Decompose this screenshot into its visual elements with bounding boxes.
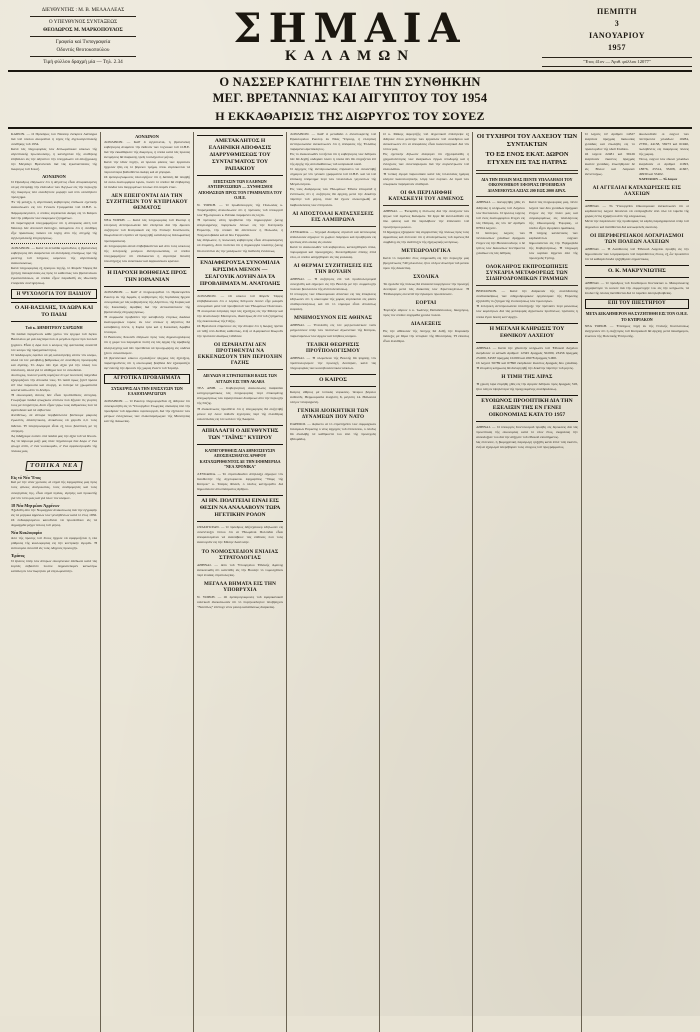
divider [383, 205, 469, 206]
imprint-line: ΔΙΕΥΘΥΝΤΗΣ : Μ. Β. ΜΕΛΑΛΛΕΑΣ [41, 6, 125, 13]
lottery-body [476, 200, 578, 261]
local-news-item-title: Εἰς τό Νέο Ἔτος [11, 474, 41, 480]
article-paragraph: Ἀκολουθοῦν οἱ λαχνοί τῶν πεντήκοντα χιλιάδων: 10284, 27391, 44158, 58273 καί 61940, πωληθέντες εἰς διαφόρους πόλεις τῆς χώρας. [638, 131, 689, 156]
column-1 [8, 132, 101, 1032]
article-paragraph: Ν. ΥΟΡΚΗ. — Οἱ ἐμπειρογνώμονες τοῦ ἀμερικανικοῦ ναυτικοῦ ἀνεκοίνωσαν ὅτι τό πυρηνοκίνητον ὑποβρύχιον "Ναυτίλος" ἐπέτυχε νέον ρεκόρ καταδύσεως διαρκείας. [197, 594, 284, 609]
stop-press-headline: ΜΕΤΑ ΔΕΚΑΗΜΕΡΟΝ ΘΑ ΣΥΖΗΤΗΘΗ ΕΙΣ ΤΟΝ Ο.Η.Ε. ΤΟ ΚΥΠΡΙΑΚΟΝ [585, 310, 689, 322]
imprint-line: Ο ΥΠΕΥΘΥΝΟΣ ΣΥΝΤΑΞΕΩΣ [48, 19, 118, 26]
article-headline [197, 257, 283, 291]
article-paragraph: Κατά τάς πληροφορίας τῶν διπλωματικῶν κύκλων τῆς αἰγυπτιακῆς πρωτευούσης, ἡ καταγγελία τῆς συνθήκης ἐπιβάλλει εἰς τήν Αἴγυπτον τήν ὑποχρέωσιν νά ἀποζημιώσῃ τήν Μεγάλην Βρεταννίαν διά τάς ἐγκαταστάσεις τῆς διώρυγος τοῦ Σουέζ. [11, 146, 98, 172]
divider [476, 170, 578, 174]
article-paragraph: ΟΥΑΣΙΓΚΤΩΝ. — Ὁ πρόεδρος Ἀϊζενχάουερ ἐδήλωσεν εἰς συνέντευξιν τύπου ὅτι αἱ Ἡνωμέναι Πολιτεῖαι εἶναι ἀποφασισμέναι νά ἀναλάβουν τάς εὐθύνας πού τούς ἀναλογοῦν εἰς τήν Μέσην Ἀνατολήν. [197, 525, 284, 545]
article-kicker: ΛΟΝΔΙΝΟΝ [42, 174, 66, 180]
article-headline-line-1: ΑΠΗΛΛΑΓΗ Ο ΔΙΕΥΘΥΝΤΗΣ ΤΩΝ "ΤΑΪΜΣ" ΚΥΠΡΟΥ [201, 427, 279, 441]
lottery-lead: ΔΙΑ ΤΗΝ ΠΟΛΙΝ ΜΑΣ ΠΕΝΤΕ ΥΠΑΛΛΗΛΟΙ ΤΟΥ ΟΙΚΟΝΟΜΙΚΟΥ ΕΦΟΡΙΑΣ ΠΡΟΕΒΗΣΑΝ ΔΙΑΝΕΜΟΥΣΑ ΑΞΙΑΣ 200 ΕΩΣ 2000 ΔΡΑΧ. [481, 176, 573, 193]
column-4 [287, 132, 380, 1032]
feature-paragraph: Δυστυχῶς, πολλοί γονεῖς νομίζουν ὅτι μέ πολυτελῆ παιχνίδια ἐξαγοράζουν τήν ἀπουσία τους. Τό παιδί ὅμως ζητεῖ πρῶτα ἀπ' ὅλα παρουσία καί στοργή, κι ὕστερα τά χρωματιστά κουτιά κάτω ἀπό τό δένδρο. [11, 372, 98, 393]
weather-headline: Ο ΚΑΙΡΟΣ [290, 374, 376, 387]
article-subhead: ΑΙ ΑΓΓΕΛΙΑΙ ΚΑΤΑΧΩΡΙΣΕΙΣ ΕΙΣ ΛΑΧΕΙΩΝ [592, 185, 682, 198]
feature-byline: Τοῦ κ. ΔΗΜΗΤΡΙΟΥ ΣΑΡΣΩΝΗ [25, 325, 83, 331]
article-paragraph: Εἰς τούς διαδρόμους τῶν Ἡνωμένων Ἐθνῶν ἐπικρατεῖ ἡ ἐντύπωσις ὅτι ἡ συζήτησις θά ἀρχίσῃ μετά τήν δεκάτην πέμπτην τοῦ μηνός, ὅταν θά ἔχουν ὁλοκληρωθῆ αἱ διαβουλεύσεις τῶν ἐπιτροπῶν. [290, 187, 377, 207]
article-subhead-line-2: ΚΑΤΑΣΚΕΥΗ ΤΟΥ ΛΙΜΕΝΟΣ [388, 196, 464, 203]
article-paragraph: Οἱ λαχνοί 22481 καί 39126 ἐκέρδισαν ἕκαστος δραχμάς ἑκατόν χιλιάδας, ἐπωλήθησαν δέ εἰς Βόλον καί Λάρισαν ἀντιστοίχως. [584, 151, 635, 177]
masthead [8, 6, 692, 72]
article-paragraph: Ο κ. Μάκης Δεμερτζῆς τοῦ Ἀγροτικοῦ ἐπέστρεψε ἐξ Ἀθηνῶν ὅπου μετέσχε τῶν ἐργασιῶν τοῦ συνεδρίου καί ἀνεκοίνωσεν ὅτι αἱ ἀποφάσεις εἶναι ἱκανοποιητικαί διά τόν τόπον μας. [383, 131, 470, 151]
article-paragraph: ΑΘΗΝΑΙ. — Κατά τήν χθεσινήν κλήρωσιν τοῦ Ἐθνικοῦ Λαχείου ἐκέρδισαν οἱ κάτωθι ἀριθμοί: 12345 δραχμάς 50.000, 23456 δραχμάς 25.000, 34567 δραχμάς 10.000 καί 45678 δραχμάς 5.000. [476, 345, 578, 360]
headline-line-2: ΜΕΓ. ΒΡΕΤΑΝΝΙΑΣ ΚΑΙ ΑΙΓΥΠΤΟΥ ΤΟΥ 1954 [212, 91, 488, 106]
newspaper-logo-subtitle: ΚΑΛΑΜΩΝ [284, 47, 416, 64]
article-paragraph: Ὁ Βασιλεύς Χουσεΐν ἐδήλωσε πρός τούς δημοσιογράφους ὅτι ἡ χώρα του παραμένει πιστή εἰς τάς ἀρχάς τῆς ἀραβικῆς ἀλληλεγγύης καί δέν προτίθεται νά προσχωρήσῃ εἰς οὐδένα ξένον συνασπισμόν. [104, 335, 191, 355]
article-paragraph: ΛΟΝΔΙΝΟΝ. — Ὁ Ρώυτερ πληροφορεῖται ἐξ Ἀθηνῶν ὅτι συνεκροτήθη εἰς τό Ὑπουργεῖον Γεωργίας σύσκεψις ὑπό τήν προεδρίαν τοῦ ἁρμοδίου ὑφυπουργοῦ, διά τήν ἐξέτασιν τῶν μέτρων ἐνισχύσεως τῶν ἐλαιοπαραγωγῶν τῆς Μεσσηνίας καί τῆς Λακωνίας. [104, 399, 191, 424]
imprint-line: Τιμή φύλλου δραχμή μία — Τηλ. 2.34 [43, 59, 123, 66]
imprint-line: Οδοντός Θεοτοκοπούλου [56, 46, 110, 53]
article-paragraph: Ἡ ἑλληνική ἀντιπροσωπεία ὑπεστήριξε τήν πρότασιν περί μειώσεως τῶν κομίστρων διά τάς μεταφοράς ἀγροτικῶν προϊόντων, πρότασις ἡ ὁποία ἔγινε δεκτή κατ' ἀρχήν. [476, 304, 578, 319]
article-paragraph: ΝΕΑ ΥΟΡΚΗ. — Ἐπίσημος πηγή ἐκ τῆς Γενικῆς Συνελεύσεως ἀνήγγειλεν ὅτι ἡ συζήτησις τοῦ Κυπριακοῦ θά ἀρχίσῃ μετά δεκαήμερον, ἐνώπιον τῆς Πολιτικῆς Ἐπιτροπῆς. [584, 324, 689, 339]
section-title: ΑΓΡΟΤΙΚΑ ΠΡΟΒΛΗΜΑΤΑ [104, 374, 190, 384]
article-paragraph: Οἱ λαχνοί 56789 καί 67890 ἐκέρδισαν ἕκαστος δραχμάς δύο χιλιάδας. Ἡ ἐπομένη κλήρωσις θά διενεργηθῇ τήν δεκάτην πέμπτην τοῦ μηνός. [476, 360, 578, 370]
article-paragraph: Ὡς ἐτόνισεν, ἡ βιομηχανική παραγωγή ηὐξήθη κατά ἑπτά τοῖς ἑκατόν, ἐνῷ αἱ ἐξαγωγαί ὑπερέβησαν τούς στόχους τοῦ προγράμματος. [476, 440, 578, 450]
article-paragraph: ΑΘΗΝΑΙ. — Ἐτελέσθη εἰς τόν μητροπολιτικόν ναόν μνημόσυνον ὑπέρ τῶν πεσόντων ἀγωνιστῶν τῆς Κύπρου, παρισταμένων τῶν ἀρχῶν καί πλήθους κόσμου. [290, 323, 377, 338]
imprint-line: Γραφεία καί Τυπογραφεία [55, 39, 111, 46]
article-paragraph: Ἡ συνομιλία ἐστράφη περί τάς ἐξελίξεις εἰς τήν Μέσην καί τήν Ἀνατολικήν Μεσόγειον, ἰδιαιτέρως δέ ἐπί τοῦ ζητήματος τῆς ἐκκενώσεως τῆς Γάζης. [197, 308, 284, 323]
article-subhead: ΜΕΓΑΛΑ ΒΗΜΑΤΑ ΕΙΣ ΤΗΝ ΥΠΟΒΡΥΧΙΑ [204, 580, 277, 593]
divider [290, 226, 376, 227]
article-paragraph: Ὁ ἀρχηγός τῆς ἀντιπροσωπείας ἐπρόκειτο νά συναντηθῇ σήμερον μέ τόν γενικόν γραμματέα τοῦ Ο.Η.Ε. καί νά τοῦ ἐπιδώσῃ ὑπόμνημα περί τῶν τελευταίων γεγονότων τῆς Μεγαλονήσου. [290, 167, 377, 187]
article-paragraph: ΤΕΛ ΑΒΙΒ. — Κυβερνητική ἀνακοίνωσις διαψεύδει κατηγορηματικῶς τάς πληροφορίας περί ἐπικειμένης ἀποχωρήσεως τῶν ἰσραηλιτικῶν δυνάμεων ἀπό τήν περιοχήν τῆς Γάζης. [197, 386, 284, 406]
article-paragraph: Κατά τήν ἰδίαν πηγήν, αἱ πρῶται φάσεις τῶν ἐργασιῶν ἤρχισαν ἤδη εἰς τό βόρειον τμῆμα, ὅπου εὑρίσκονται τά περισσότερα βυθισθέντα σκάφη καί αἱ γέφυραι. [104, 159, 191, 175]
article-paragraph: Αἱ πληροφορίαι αὐταί ἐπιβεβαιοῦνται καί ἀπό τούς κύκλους τῆς ἑλληνικῆς μονίμου ἀντιπροσωπείας, οἱ ὁποῖοι ὑπογραμμίζουν ὅτι ἐπιδιώκεται ἡ εὐρυτέρα δυνατή ὑποστήριξις τῶν ἀσιατικῶν καί ἀφρικανικῶν κρατῶν. [104, 243, 191, 263]
article-paragraph: ΑΘΗΝΑΙ. — Ἐνεκρίθη ἡ πίστωσις διά τήν συνέχισιν τῶν ἔργων τοῦ λιμένος Καλαμῶν. Τά ἔργα θά ἐκτελεσθοῦν εἰς δύο φάσεις καί θά περιλάβουν τήν ἐπέκτασιν τοῦ προσήνεμου μώλου. [383, 209, 470, 229]
article-paragraph: Οἱ Βρεταννοί ἐπιμένουν εἰς τήν ἄποψιν ὅτι ἡ διώρυξ πρέπει νά τεθῇ ὑπό διεθνές καθεστώς, ἐνῷ οἱ Ἀμερικανοί θεωροῦν τήν πρότασιν ἀκαίρως τεθεῖσαν. [197, 323, 284, 339]
article-subhead: ΣΧΟΛΙΚΑ [413, 273, 439, 280]
column-2 [101, 132, 194, 1032]
article-kicker: ΛΟΝΔΙΝΟΝ [135, 133, 159, 139]
column-5 [380, 132, 473, 1032]
feature-paragraph: Τά παιδιά περιμένουν κάθε χρόνο τόν ἐρχομό τοῦ Ἁγίου Βασιλείου μέ μιά λαχτάρα πού οἱ μεγάλοι ἔχουν πρό πολλοῦ ξεχάσει. Εἶναι ἡ ὥρα πού ὁ κόσμος τῆς φαντασίας συναντᾶ τόν κόσμο τῆς πραγματικότητος. [11, 332, 98, 352]
article-headline [197, 425, 283, 445]
headline-line-3: Η ΕΚΚΑΘΑΡΙΣΙΣ ΤΗΣ ΔΙΩΡΥΓΟΣ ΤΟΥ ΣΟΥΕΖ [215, 108, 485, 123]
article-headline: ΑΜΕΤΑΚΛΗΤΟΣ Η ΕΛΛΗΝΙΚΗ ΑΠΟΦΑΣΙΣ ΔΙΑΡΡΥΘΜΙΣΕΩΣ ΤΟΥ ΣΥΝΤΑΓΜΑΤΟΣ ΤΟΥ ΡΑΠΑΚΙΟΥ [197, 135, 283, 176]
article-paragraph: Εἰς σχετικήν δήλωσιν ἀνέφερεν ὅτι ἐξησφαλίσθη ἡ χρηματοδότησις τῶν ἀναγκαίων ἔργων ὑποδομῆς καί ἡ ἐνίσχυσις τῶν συνεταιρισμῶν διά τήν συγκέντρωσιν τοῦ ἐλαιολάδου. [383, 151, 470, 172]
article-subhead [383, 190, 469, 202]
divider [197, 369, 283, 370]
article-paragraph: Ὁ δεύτερος λαχνός τῶν πεντακοσίων χιλιάδων δραχμῶν ἔτυχεν εἰς τήν Θεσσαλονίκην, ὁ δέ τρίτος τῶν διακοσίων πεντήκοντα χιλιάδων εἰς τάς Ἀθήνας. [476, 230, 525, 256]
local-news-item-title: 18 Νέα Μητρώου Ἀρρένων [11, 502, 60, 508]
article-subhead: ΑΙ ΑΠΟΣΤΟΛΑΙ ΚΑΤΑΣΧΕΣΕΙΣ ΕΙΣ ΛΑΜΠΡΩΝΑ [292, 210, 374, 223]
article-paragraph: Κατά τάς πληροφορίας μας, πέντε λαχνοί τῶν δύο χιλιάδων δραχμῶν ἔτυχον εἰς τήν πόλιν μας καί συγκεκριμένως εἰς ὑπαλλήλους τῆς Οἰκονομικῆς Ἐφορίας, οἱ ὁποῖοι εἶχον ἀγοράσει ὁμαδικῶς. [528, 200, 578, 230]
article-paragraph: ΛΟΝΔΙΝΟΝ. — Καθ' ἅ μεταδίδει ὁ ἀνταποκριτής τοῦ Πρακτορείου Ρώυτερ ἐκ Νέας Ὑόρκης, ἡ ἑλληνική ἀντιπροσωπεία ἀνεκοίνωσεν ὅτι ἡ ἀπόφασις τῆς Ἑλλάδος παραμένει ἀμετάκλητος. [290, 131, 377, 151]
article-paragraph: Ν. ΥΟΡΚΗ. — Ὁ πρωθυπουργός τῆς Πολωνίας κ. Τσιραγκίεβιτς ἀνεκοίνωσεν ὅτι ἡ πρότασις τοῦ ὑπουργοῦ τῶν Ἐξωτερικῶν κ. Ράπακι παραμένει εἰς ἰσχύν. [197, 202, 284, 218]
article-paragraph: Ἡ συμφωνία προβλέπει τήν καταβολήν ἐτησίως δώδεκα ἑκατομμυρίων λιρῶν, ἐκ τῶν ὁποίων ἡ Αἴγυπτος θά καταβάλλῃ πέντε, ἡ Συρία τρία καί ἡ Σαουδική Ἀραβία τέσσερα. [104, 315, 191, 335]
issue-year: 1957 [608, 43, 626, 52]
article-subhead: ΜΕΤΕΩΡΟΛΟΓΙΚΑ [401, 247, 451, 254]
article-subhead: ΟΛΟΚΛΗΡΟΣ ΕΚΠΡΟΣΩΠΗΣΙΣ ΣΥΝΕΔΡΙΑ ΜΕΤΑΦΟΡΕΩΣ ΤΩΝ ΣΙΔΗΡΟΔΡΟΜΙΚΩΝ ΓΡΑΜΜΩΝ [485, 264, 569, 283]
issue-day: 3 [614, 19, 620, 28]
article-paragraph: Ὁ λαχνός ὑπ' ἀριθμόν 14327 ἐκέρδισε δραχμάς διακοσίας χιλιάδας καί ἐπωλήθη εἰς τό πρακτορεῖον τῆς ὁδοῦ Σταδίου. [584, 131, 635, 151]
article-paragraph: Κατά πληροφορίας ἐξ ἐγκύρου πηγῆς, τό Φόρεϊν Ὄφφις θά ζητήσῃ διευκρινίσεις ὡς πρός τό καθεστώς τῶν βρεταννικῶν ἐγκαταστάσεων, αἱ ὁποῖαι εἶχον παραδοθῆ εἰς ἰδιωτικήν ἐταιρείαν συντηρήσεως. [11, 266, 98, 286]
article-paragraph: ΠΑΡΙΣΙΟΙ. — Ἀφίκετο αἰ τό στρατηγεῖον τῶν συμμαχικῶν δυνάμεων Εὐρώπης ὁ νέος ἀρχηγός τοῦ ἐπιτελείου, ὁ ὁποῖος θά ἀναλάβῃ τά καθήκοντά του ἀπό τῆς προσεχοῦς ἑβδομάδος. [290, 421, 377, 442]
article-paragraph: ΑΘΗΝΑΙ. — Τό Ὑπουργεῖον Οἰκονομικῶν ἀνεκοίνωσεν ὅτι οἱ κερδίσαντες λαχνοί δύνανται νά εἰσπραχθοῦν ἀπό ὅλα τά ταμεῖα τῆς χώρας ἐντός ἑξαμήνου ἀπό τῆς κληρώσεως. [584, 204, 689, 219]
article-paragraph: Ὁ ὑπουργός τῶν Οἰκονομικῶν ἀπαντῶν εἰς τάς ἐπικρίσεις ἐδήλωσεν ὅτι ἡ οἰκονομία τῆς χώρας εὑρίσκεται εἰς φάσιν σταθεροποιήσεως καί ὅτι τό νόμισμα εἶναι ἀπολύτως ἀσφαλές. [290, 292, 377, 312]
article-subhead: ΟΙ ΠΕΡΙΦΕΡΕΙΑΚΟΙ ΛΟΓΑΡΙΑΣΜΟΙ ΤΩΝ ΠΟΛΕΩΝ ΛΑΧΕΙΩΝ [590, 232, 684, 245]
divider [476, 285, 578, 286]
article-subhead: ΤΟ ΝΟΜΟΣΧΕΔΙΟΝ ΕΝΙΑΙΑΣ ΣΤΡΑΤΟΛΟΓΙΑΣ [201, 548, 279, 561]
divider [30, 56, 136, 57]
article-subhead: ΔΙΕΥΛΩΝ Η ΣΤΡΑΤΙΩΤΙΚΗ ΒΑΣΙΣ ΤΩΝ ΑΓΓΛΩΝ ΕΙΣ ΤΗΝ ΑΚΑΒΑ [203, 373, 277, 384]
economy-headline: ΕΥΟΙΩΝΟΣ ΠΡΟΟΠΤΙΚΗ ΔΙΑ ΤΗΝ ΕΞΕΛΙΞΙΝ ΤΗΣ ΕΝ ΓΕΝΕΙ ΟΙΚΟΝΟΜΙΑΣ ΚΑΤΑ ΤΟ 1957 [476, 395, 578, 422]
article-paragraph: Ὁ δήμαρχος ἐξέφρασε τάς εὐχαριστίας τῆς πόλεως πρός τούς ἁρμοδίους καί ἐτόνισεν ὅτι ἡ ἀποπεράτωσις τοῦ λιμένος θά συμβάλῃ εἰς τήν ἀνάπτυξιν τῆς ἐξαγωγικῆς κινήσεως. [383, 229, 470, 244]
article-paragraph: Μετά τήν παρέλευσιν τῆς προθεσμίας τά κέρδη παραγράφονται ὑπέρ τοῦ Δημοσίου καί διατίθενται διά κοινωφελεῖς σκοπούς. [584, 219, 689, 229]
article-subhead: ΜΝΗΜΟΣΥΝΟΝ ΕΙΣ ΑΘΗΝΑΣ [294, 315, 373, 322]
article-paragraph: ΝΕΑ ΥΟΡΚΗ. — Κατά τάς πληροφορίας τοῦ Ρώυτερ ἡ ἑλληνική ἀντιπροσωπεία δέν ἐπείγεται διά τήν ἄμεσον συζήτησιν τοῦ Κυπριακοῦ εἰς τήν Γενικήν Συνέλευσιν, θεωροῦσα ὅτι πρέπει νά προηγηθῇ κατάλληλος διπλωματική προπαρασκευή. [104, 218, 191, 243]
article-paragraph: Οἱ βρεταννικοί κύκλοι σχολιάζουν ψυχρῶς τάς ἐξελίξεις, παρατηροῦντες ὅτι ἡ οἰκονομική βοήθεια δέν ἐξασφαλίζει ἀφ' ἑαυτῆς τήν ἄμυναν τῆς χώρας ἔναντι τοῦ Ἰσραήλ. [104, 355, 191, 370]
article-subhead: ΕΟΡΤΑΙ [415, 300, 437, 307]
article-subhead: ΓΕΝΙΚΗ ΔΙΟΙΚΗΤΙΚΗ ΤΩΝ ΔΥΝΑΜΕΩΝ ΠΟΥ ΝΑΤΟ [297, 407, 369, 420]
local-news-section [11, 454, 97, 473]
article-paragraph: Εἰς τήν αἴθουσαν τῆς Λέσχης θά δοθῇ τήν Κυριακήν διάλεξις μέ θέμα τήν ἱστορίαν τῆς Μεσσηνίας. Ἡ εἴσοδος εἶναι ἐλευθέρα. [383, 329, 470, 344]
lottery-headline-line-1: ΟΙ ΤΥΧΗΡΟΙ ΤΟΥ ΛΑΧΕΙΟΥ ΤΩΝ ΣΥΝΤΑΚΤΩΝ [476, 132, 578, 148]
article-subhead-line-1: ΟΙ ΘΑ ΠΕΡΙΛΗΦΘΗ [400, 190, 452, 197]
local-news-item-text: Καί μέ τήν νέαν χρονιάν, αἱ εὐχαί τῆς ἐφημερίδος μας πρός τούς φίλους ἀναγνώστας, τούς συνδρομητάς καί τούς συνεργάτας της, εἶναι εὐχαί ὑγείας, εἰρήνης καί προκοπῆς γιά τόν τόπο μας καί γιά ὅλον τόν κόσμον. [11, 480, 98, 500]
local-news-item-title: Ἐράνος [11, 553, 25, 559]
article-headline: ΑΙ ΗΝ. ΠΟΛΙΤΕΙΑΙ ΕΙΝΑΙ ΕΙΣ ΘΕΣΙΝ ΝΑ ΑΝΑΛΑΒΟΥΝ ΤΩΡΑ ΗΓΕΤΙΚΗΝ ΡΟΛΟΝ [197, 495, 283, 522]
article-headline: Η ΜΕΓΑΛΗ ΚΛΗΡΩΣΙΣ ΤΟΥ ΕΘΝΙΚΟΥ ΛΑΧΕΙΟΥ [476, 323, 578, 343]
article-paragraph: ΛΟΝΔΙΝΟΝ. — Κατά τά ἐνταῦθα κρατοῦντα, ἡ βρεταννική κυβέρνησις δέν ἀναμένεται νά ἀντιδράσῃ ἐπισήμως πρό τῆς μελέτης τοῦ πλήρους κειμένου τῆς αἰγυπτιακῆς ἀνακοινώσεως. [11, 245, 98, 266]
masthead-date-block [542, 6, 692, 67]
article-subhead: ΣΥΣΚΕΨΙΣ ΔΙΑ ΤΗΝ ΕΝΙΣΧΥΣΙΝ ΤΩΝ ΕΛΑΙΟΠΑΡΑΓΩΓΩΝ [111, 385, 183, 397]
article-paragraph: Ἡ πρότασις αὕτη προβλέπει τήν δημιουργίαν ζώνης ἀπηλλαγμένης πυρηνικῶν ὅπλων εἰς τήν Κεντρικήν Εὐρώπην, τήν ὁποίαν θά ἀπετέλουν ἡ Πολωνία, ἡ Τσεχοσλοβακία καί αἱ δύο Γερμανίαι. [197, 218, 284, 238]
article-paragraph: ΛΕΥΚΩΣΙΑ. — Τό στρατοδικεῖον ἀπήλλαξε σήμερον τόν διευθυντήν τῆς ἀγγλοφώνου ἐφημερίδος "Τάιμς τῆς Κύπρου" κ. Τσάρλς Φόλεϋ, ὁ ὁποῖος κατηγορεῖτο διά δημοσίευσιν ἀποσπάσματος ἄρθρου. [197, 472, 284, 492]
currency-text: Ἡ χρυσή λίρα ἐτιμήθη χθές εἰς τήν ἀγοράν Ἀθηνῶν πρός δραχμάς 318, ἤτοι ὀλίγον ὑψηλότερα τῆς προηγουμένης συνεδριάσεως. [476, 381, 578, 391]
divider [585, 200, 689, 201]
column-grid [8, 132, 692, 1032]
local-news-item-text: Ὁ ἔρανος ὑπέρ τῶν ἀπόρων οἰκογενειῶν ἀπέδωσε κατά τάς ἑορτάς σεβαστόν ποσόν. Δημοσιεύομεν κατωτέρω κατάλογον τῶν δωρητῶν μέ εὐγνωμοσύνην. [11, 558, 98, 573]
article-paragraph: ΑΘΗΝΑΙ. — Ἀπό τοῦ Ὑπουργείου Ἐθνικῆς Ἀμύνης ἀνεκοινώθη ὅτι κατετέθη εἰς τήν Βουλήν τό νομοσχέδιον περί ἑνιαίας στρατολογίας. [197, 562, 284, 577]
feature-section-title: Η ΨΥΧΟΛΟΓΙΑ ΤΟΥ ΠΑΙΔΙΟΥ [11, 289, 97, 299]
article-headline: Η ΠΑΡΟΧΗ ΒΟΗΘΕΙΑΣ ΠΡΟΣ ΤΗΝ ΙΟΡΔΑΝΙΑΝ [104, 267, 190, 287]
article-paragraph: ΛΟΝΔΙΝΟΝ. — Καθ' ἅ πληροφορεῖται τό Πρακτορεῖον Ρώυτερ ἐκ τῆς Ἀμμάν, ἡ κυβέρνησις τῆς Ἰορδανίας ἤρχισε συνομιλίας μέ τάς κυβερνήσεις τῆς Αἰγύπτου, τῆς Συρίας καί τῆς Σαουδικῆς Ἀραβίας διά τήν ἀντικατάστασιν τῆς βρεταννικῆς ἐπιχορηγήσεως. [104, 289, 191, 315]
column-7 [582, 132, 692, 1032]
article-paragraph: ΛΟΝΔΙΝΟΝ. — Καθ' ἅ ἀγγέλλεται, ἡ βρεταννική κυβέρνησις ἀναμένει τήν ἔκθεσιν τῶν τεχνικῶν τοῦ Ο.Η.Ε. διά τήν ἐκκαθάρισιν τῆς διώρυγος, ἡ ὁποία κατά τάς πρώτας ἐκτιμήσεις θά διαρκέσῃ τρεῖς τοὐλάχιστον μῆνας. [104, 139, 191, 159]
article-headline-line-2: ΚΡΙΣΙΜΑ ΜΕΝΟΝ — ΣΕΛΓΟΥΙΚ ΛΟΥΗΝ ΔΙΑ ΤΑ ΠΡΟΒΛΗΜΑΤΑ Μ. ΑΝΑΤΟΛΗΣ [199, 266, 281, 287]
article-paragraph: Τά σχολεῖα τῆς πόλεως θά ἐπαναλειτουργήσουν τήν προσεχῆ Δευτέραν μετά τάς διακοπάς τῶν Χριστουγέννων. Ἡ Ἐπιθεώρησις συνιστᾶ τήν ἔγκαιρον προσέλευσιν. [383, 281, 470, 297]
currency-subhead: Η ΤΙΜΗ ΤΗΣ ΛΙΡΑΣ [501, 373, 553, 380]
article-paragraph: ΑΘΗΝΑΙ. — Διενεργήθη χθές ἐν Ἀθήναις ἡ κλήρωσις τοῦ Λαχείου τῶν Συντακτῶν. Ὁ πρῶτος λαχνός τοῦ ἑνός ἑκατομμυρίου ἔτυχεν εἰς τάς Πάτρας, εἰς τόν ὑπ' ἀριθμόν 87654 λαχνόν. [476, 200, 525, 230]
divider [476, 196, 578, 197]
feature-paragraph: Ὁ παιδαγωγός ὀφείλει νά μή καταστρέψῃ αὐτόν τόν κόσμο, ἀλλά νά τόν μεταβάλῃ βαθμιαίως σέ συνείδηση προσφορᾶς καί ἀγάπης. Τό δῶρο δέν ἔχει ἀξία γιά τήν ὑλική του ὑπόσταση, ἀλλά γιά τό αἴσθημα πού τό συνοδεύει. [11, 352, 98, 372]
article-paragraph: ΑΘΗΝΑΙ. — Ἡ συζήτησις ἐπί τοῦ προϋπολογισμοῦ συνεχίσθη καί σήμερον εἰς τήν Βουλήν μέ τήν συμμετοχήν πολλῶν βουλευτῶν τῆς ἀντιπολιτεύσεως. [290, 276, 377, 292]
article-subhead: ΟΙ ΙΣΡΑΗΛΙΤΑΙ ΔΕΝ ΠΡΟΤΙΘΕΝΤΑΙ ΝΑ ΕΚΚΕΝΩΣΟΥΝ ΤΗΝ ΠΕΡΙΟΧΗΝ ΓΑΖΗΣ [197, 342, 283, 367]
article-paragraph: ΑΘΗΝΑΙ. — Ὁ ὑπουργός Συντονισμοῦ προέβη εἰς δηλώσεις διά τάς προοπτικάς τῆς οἰκονομίας κατά τό νέον ἔτος, ἐκφράσας τήν αἰσιοδοξίαν του διά τήν αὔξησιν τοῦ ἐθνικοῦ εἰσοδήματος. [476, 424, 578, 440]
article-subhead: ΔΙΑΛΕΞΕΙΣ [410, 321, 442, 328]
article-paragraph: ΑΘΗΝΑΙ. — Ὁ πρόεδρος τοῦ Συνδέσμου Συντακτῶν κ. Μακρυνιώτης ηὐχαρίστησε τό κοινόν διά τήν συμμετοχήν του εἰς τήν κλήρωσιν, τά ἔσοδα τῆς ὁποίας διατίθενται διά τό ταμεῖον ἀλληλοβοηθείας. [584, 280, 689, 295]
masthead-imprint-left [8, 7, 158, 67]
article-paragraph: Ἡ πλήρης κατάστασις τῶν κερδισάντων λαχνῶν δημοσιεύεται εἰς τήν Ἐφημερίδα τῆς Κυβερνήσεως. Ἡ πληρωμή τῶν κερδῶν ἄρχεται ἀπό τῆς προσεχοῦς Τρίτης. [528, 230, 578, 261]
headline-line-1: Ο ΝΑΣΣΕΡ ΚΑΤΗΓΓΕΙΛΕ ΤΗΝ ΣΥΝΘΗΚΗΝ [219, 75, 481, 90]
article-paragraph: ΑΘΗΝΑΙ. — Ἡ ὁλομέλεια τῆς Βουλῆς θά ψηφίσῃ τόν προϋπολογισμόν τήν προσεχῆ Δευτέραν, κατά τάς πληροφορίας τῶν κοινοβουλευτικῶν κύκλων. [290, 355, 377, 370]
article-paragraph: ΛΟΝΔΙΝΟΝ. — Οἱ κύκλοι τοῦ Φόρεϊν Ὄφφις ἐπιβεβαιώνουν ὅτι ὁ λόρδος Σέλγουιν Λόυντ εἶχε μακράν συνομιλίαν μετά τοῦ πρεσβευτοῦ τῶν Ἡνωμένων Πολιτειῶν. [197, 293, 284, 308]
article-paragraph: Ὁ Πρόεδρος ἐδήλωσεν ὅτι ἡ Αἴγυπτος εἶναι ἀποφασισμένη νά μή ἐπιτρέψῃ τήν ἐπάνοδον τῶν Ἄγγλων εἰς τήν περιοχήν τῆς διώρυγος ὑπό οἱανδήποτε μορφήν καί ὑπό οἱονδήποτε πρόσχημα. [11, 180, 98, 200]
local-news-item-text: Ἐξεδόθη ἀπό τήν Νομαρχίαν ἀνακοίνωσις διά τήν ἐγγραφήν εἰς τά μητρῶα ἀρρένων τῶν γεννηθέντων κατά τό ἔτος 1956. Οἱ ἐνδιαφερόμενοι καλοῦνται νά προσέλθουν εἰς τά Δημαρχεῖα μέχρι τέλους τοῦ μηνός. [11, 508, 98, 528]
issue-month: ΙΑΝΟΥΑΡΙΟΥ [589, 31, 645, 40]
article-subhead: ΔΕΝ ΕΠΕΙΓΟΝΤΑΙ ΔΙΑ ΤΗΝ ΣΥΖΗΤΗΣΙΝ ΤΟΥ ΚΥΠΡΙΑΚΟΥ ΘΕΜΑΤΟΣ [106, 193, 188, 212]
article-lead: ΚΑΙΡΟΝ. — Ο Πρόεδρος τού Νάσσερ ἐνέκρινε Διάταγμα διά τοῦ ὁποίου ἀκυροῦται ἡ ἰσχύς τῆς ἀγγλοαιγυπτιακῆς συνθήκης τοῦ 1954. [11, 131, 98, 146]
article-paragraph: Οἱ παρατηρηταί ὑπογραμμίζουν ὅτι ἡ ἀπόφασις αὐτή τοῦ Νάσσερ δέν ἀποτελεῖ ἔκπληξιν, δεδομένου ὅτι ἡ συνθήκη εἶχε πρακτικῶς παύσει νά ἰσχύῃ ἀπό τῆς στιγμῆς τῆς ἀγγλογαλλικῆς ἐπιχειρήσεως. [11, 220, 98, 240]
article-paragraph: Ἑορτάζει αὔριον ὁ κ. Ἰωάννης Παπαδόπουλος, δικηγόρος, πρός τόν ὁποῖον εὐχόμεθα χρόνια πολλά. [383, 308, 470, 318]
article-paragraph: Εἰς τό ἀνακοινωθέν τονίζεται ὅτι ἡ κυβέρνησις τῶν Ἀθηνῶν δέν θά δεχθῇ οὐδεμίαν λύσιν ἡ ὁποία δέν θά στηρίζεται ἐπί τῆς ἀρχῆς τῆς αὐτοδιαθέσεως τοῦ κυπριακοῦ λαοῦ. [290, 151, 377, 167]
imprint-line: ΘΕΟΔΩΡΟΣ Μ. ΜΑΡΚΟΠΟΥΛΟΣ [43, 26, 123, 33]
feature-paragraph: Ἡ οἰκονομική ἄνεσις δέν εἶναι προϋπόθεσις εὐτυχίας. Γνωρίζομε παιδιά φτωχικῶν σπιτιῶν πού ἔζησαν τίς γιορτές τους μέ πληρότητα, διότι εἶχαν γύρω τους ἀνθρώπους πού τά ἀγαποῦσαν καί τά σέβονταν. [11, 393, 98, 413]
article-headline-line-1: ΕΝΔΙΑΦΕΡΟΥΣΑ ΣΥΝΟΜΙΛΙΑ [200, 259, 280, 266]
newspaper-logo: ΣΗΜΑΙΑ [233, 4, 467, 52]
lottery-note: ΝΑΥΠΛΙΟΝ — Τό δῶρον [638, 177, 678, 182]
main-headline-block [8, 72, 692, 128]
issue-weekday: ΠΕΜΠΤΗ [597, 7, 637, 16]
divider [30, 16, 136, 17]
stop-press-title: ΕΠΙ ΤΟΥ ΠΙΕΣΤΗΡΙΟΥ [585, 299, 689, 309]
column-6 [473, 132, 582, 1032]
divider [30, 36, 136, 37]
lottery-numbers-body [585, 132, 689, 183]
article-paragraph: Ἡ ἀνακοίνωσις προσθέτει ὅτι ἡ ἀποχώρησις θά συζητηθῇ μόνον ἐφ' ὅσον δοθοῦν ἐγγυήσεις περί τῆς ἐλευθέρας ναυσιπλοΐας εἰς τόν κόλπον τῆς Ἄκαμπα. [197, 406, 284, 421]
column-3 [194, 132, 287, 1032]
weather-text: Καιρός αἴθριος μέ τοπικάς νεφώσεις. Ἄνεμοι βόρειοι ἀσθενεῖς. Θερμοκρασία ἐλαχίστη 6, μεγίστη 14. Θάλασσα ὀλίγον τεταραγμένη. [290, 389, 377, 404]
lottery-headline-line-2: ΤΟ ΕΞ ΕΝΟΣ ΕΚΑΤ. ΔΩΡΟΝ ΕΤΥΧΕΝ ΕΙΣ ΤΑΣ ΠΑΤΡΑΣ [485, 150, 569, 166]
article-paragraph: ΑΘΗΝΑΙ. — Ἡ Διεύθυνσις τοῦ Ἐθνικοῦ Λαχείου προέβη εἰς τήν δημοσίευσιν τῶν λογαριασμῶν τοῦ παρελθόντος ἔτους, ἐξ ὧν προκύπτει ὅτι τά καθαρά ἔσοδα ηὐξήθησαν σημαντικῶς. [584, 246, 689, 261]
issue-number: "Έτος 41ον — Άριθ. φύλλου 12077" [542, 57, 692, 67]
local-news-title: ΤΟΠΙΚΑ ΝΕΑ [25, 461, 83, 471]
divider [11, 243, 97, 244]
feature-paragraph: Ἀντιθέτως, σέ εὔπορα περιβάλλοντα βλέπουμε μικρούς ἐγωιστές, ἀπαιτητικούς, ἀνικάνους νά χαροῦν ὅ,τι τούς δίδεται. Ἡ ὑπερπροσφορά εἶναι ἐξ ἴσου βλαπτική μέ τή στέρηση. [11, 413, 98, 433]
article-paragraph: Κατά τό παρελθόν ἔτος ἐσημειώθη εἰς τήν περιοχήν μας βροχόπτωσις 740 χιλιοστῶν, ἤτοι ὀλίγον ἀνωτέρα τοῦ μέσου ὅρου τῆς δεκαετίας. [383, 255, 470, 270]
article-subhead: ΤΕΛΙΚΗ ΘΕΩΡΗΣΙΣ ΠΡΟΫΠΟΛΟΓΙΣΜΟΥ [306, 341, 361, 354]
article-paragraph: ΛΕΥΚΩΣΙΑ. — Ἰσχυραί δυνάμεις στρατοῦ καί ἀστυνομίας ἀπέκλεισαν σήμερον τό χωρίον Λάμπρου καί προέβησαν εἰς ἐρεύνας ἀπό οἰκίας εἰς οἰκίαν. [290, 229, 377, 244]
feature-headline: Ο ΑΗ-ΒΑΣΙΛΗΣ, ΤΑ ΔΩΡΑ ΚΑΙ ΤΟ ΠΑΙΔΙ [11, 302, 97, 322]
article-paragraph: Τέλος, λαχνοί τῶν εἴκοσι χιλιάδων ἐκέρδισαν οἱ ἀριθμοί 11093, 18876, 25514, 33208, 41667, 49930 καί 55402. [638, 156, 689, 177]
local-news-item-text: Ἀπό τῆς πρώτης τοῦ ἔτους ἤρχισε νά ἐφαρμόζεται ἡ νέα ρύθμισις τῆς κυκλοφορίας εἰς τήν κεντρικήν ἀγοράν. Ἡ ἀστυνομία συνιστᾶ εἰς τούς ὁδηγούς προσοχήν. [11, 535, 98, 551]
local-news-item-title: Νέα Κυκλοφορία [11, 530, 42, 536]
divider [104, 214, 190, 215]
article-paragraph: ΒΕΡΟΛΙΝΟΝ. — Κατά τήν διάρκειαν τῆς συνελθούσης συνδιασκέψεως τῶν σιδηροδρομικῶν ὀργανισμῶν τῆς Εὐρώπης ἐξητάσθη τό ζήτημα τῆς ἑνοποιήσεως τῶν τιμολογίων. [476, 289, 578, 304]
article-paragraph: Οἱ ἐμπειρογνώμονες ὑπολογίζουν ὅτι ἡ δαπάνη θά ὑπερβῇ τά ὀκτώ ἑκατομμύρια λιρῶν, ποσόν τό ὁποῖον θά ἐπιβαρύνῃ τά διόδια τῶν διερχομένων πλοίων ἐπί σειράν ἐτῶν. [104, 175, 191, 190]
article-paragraph: Ἐν τῷ μεταξύ, ἡ αἰγυπτιακή κυβέρνησις ἐπέδωσε σχετικήν ἀνακοίνωσιν εἰς τόν Γενικόν Γραμματέα τοῦ Ο.Η.Ε. κ. Χάμμαρσκγιόλντ, ὁ ὁποῖος εὑρίσκεται ἀκόμη εἰς τό Κάιρον διά τήν ρύθμισιν τῶν ἐκκρεμῶν ζητημάτων. [11, 200, 98, 220]
article-paragraph: Ὡς ἐδήλωσεν, ἡ πολωνική κυβέρνησις εἶναι ἀποφασισμένη νά ἐπιμείνῃ, διότι πιστεύει ὅτι ἡ δημιουργία τοιαύτης ζώνης θά συνετέλει εἰς τήν χαλάρωσιν τῆς διεθνοῦς ἐντάσεως. [197, 238, 284, 253]
feature-paragraph: Ἄς διδάξουμε λοιπόν στά παιδιά μας τήν ἀξία τοῦ νά δίνουν. Ἄς τά πάρουμε μαζί μας ὅταν πηγαίνουμε ἕνα δῶρο σ' ἕνα φτωχό σπίτι, σ' ἕνα νοσοκομεῖο, σ' ἕνα ὀρφανοτροφεῖο τῆς πόλεώς μας. [11, 433, 98, 453]
article-subhead: ΕΠΙΣΤΑΣΙΝ ΤΩΝ ΕΛΛΗΝΩΝ ΑΝΤΙΠΡΟΣΩΠΩΝ — ΣΥΝΘΕΣΜΟΙ ΑΠΟΦΑΣΕΩΝ ΠΡΟΣ ΤΟΝ ΓΡΑΜΜΑΤΕΑ ΤΟΥ Ο.Η.Ε. [198, 178, 282, 201]
article-paragraph: Κατά τό ἀνακοινωθέν τοῦ κυβερνείου, κατεσχέθησαν ὅπλα, πυρομαχικά καί προκηρύξεις. Συνελήφθησαν ἐπίσης ἑπτά νέοι, οἱ ὁποῖοι ὡδηγήθησαν εἰς τάς φυλακάς. [290, 244, 377, 259]
masthead-title-block [158, 4, 542, 65]
article-subhead: ΚΑΤΗΓΟΡΗΘΕΙΣ ΔΙΑ ΔΗΜΟΣΙΕΥΣΙΝ ΑΠΟΣΠΑΣΜΑΤΟΣ ΑΡΘΡΟΥ ΚΑΤΑΧΩΡΗΘΕΝΤΟΣ ΔΕ ΤΗΝ ΕΦΗΜΕΡΙΔΑ "ΝΕΑ ΧΡΟΝΙΚΑ" [199, 447, 281, 470]
article-paragraph: Ἡ τοπική ἀγορά παρουσίασε κατά τάς τελευταίας ἡμέρας κίνησιν ἱκανοποιητικήν, λόγῳ τῶν ἑορτῶν. Αἱ τιμαί τῶν ὀπωρικῶν παρέμειναν σταθεραί. [383, 172, 470, 187]
article-subhead: ΑΙ ΘΕΡΜΑΙ ΣΥΖΗΤΗΣΕΙΣ ΕΙΣ ΤΗΝ ΒΟΥΛΗΝ [293, 262, 373, 275]
article-headline: Ο. Κ. ΜΑΚΡΥΝΙΩΤΗΣ [585, 265, 689, 278]
